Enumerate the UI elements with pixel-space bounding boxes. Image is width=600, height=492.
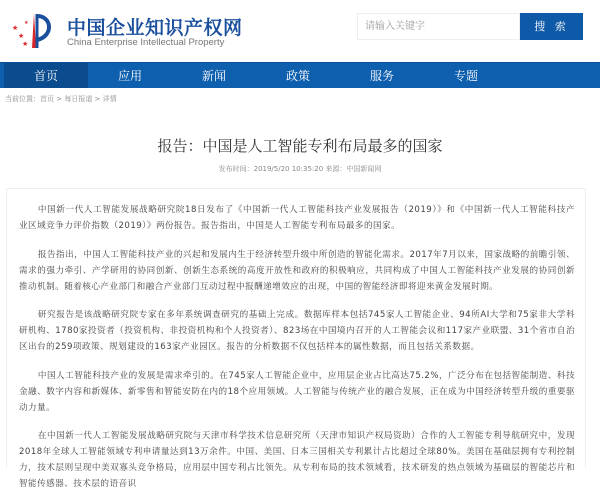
- search-input[interactable]: 请输入关键字: [357, 13, 520, 40]
- nav-item-topics[interactable]: 专题: [453, 69, 478, 83]
- article-body: [6, 188, 586, 489]
- logo-icon: [6, 10, 54, 50]
- paragraph: 中国新一代人工智能发展战略研究院18日发布了《中国新一代人工智能科技产业发展报告（2019）》和《中国新一代人工智能科技产业区域竞争力评价指数（2019）》两份报告。报告指出，中国是人工智能专利布局最多的国家。: [19, 205, 575, 231]
- article-title: 报告：中国是人工智能专利布局最多的国家: [157, 137, 443, 155]
- nav-item-home[interactable]: 首页: [4, 63, 88, 88]
- nav-item-application[interactable]: 应用: [117, 69, 142, 83]
- svg-text:★: ★: [12, 24, 19, 32]
- main-nav: [0, 62, 600, 88]
- site-name-en: China Enterprise Intellectual Property: [67, 37, 225, 48]
- nav-item-news[interactable]: 新闻: [201, 69, 226, 83]
- search-button[interactable]: 搜 索: [520, 13, 583, 40]
- paragraph: 报告指出，中国人工智能科技产业的兴起和发展内生于经济转型升级中所创造的智能化需求。2017年7月以来，国家战略的前瞻引领、需求的强力牵引、产学研用的协同创新、创新生态系统的高度开放性和政府的积极响应，共同构成了中国人工智能科技产业发展的协同创新推动机制。随着核心产业部门和融合产业部门互动过程中报酬递增效应的出现，中国的智能经济即将迎来黄金发展时期。: [19, 249, 575, 292]
- site-name[interactable]: 中国企业知识产权网: [67, 17, 243, 39]
- article-meta: 发布时间：2019/5/20 10:35:20 来源：中国新闻网: [218, 165, 382, 173]
- paragraph: 在中国新一代人工智能发展战略研究院与天津市科学技术信息研究所（天津市知识产权局资助）合作的人工智能专利导航研究中，发现2018年全球人工智能领域专利申请量达到13万余件。中国、美国、日本三国相关专利累计占比超过全球80%。美国在基础层拥有专利控制力，技术层则呈现中美双寡头竞争格局，应用层中国专利占比领先。从专利布局的技术领域看，技术研发的热点领域为基础层的智能芯片和智能传感器、技术层的语音识: [19, 431, 575, 489]
- svg-text:★: ★: [22, 40, 29, 48]
- nav-item-policy[interactable]: 政策: [285, 69, 310, 83]
- svg-text:★: ★: [24, 20, 29, 26]
- paragraph: 中国人工智能科技产业的发展是需求牵引的。在745家人工智能企业中，应用层企业占比高达75.2%，广泛分布在包括智能制造、科技金融、数字内容和新媒体、新零售和智能安防在内的18个应用领域。人工智能与传统产业的融合发展，正在成为中国经济转型升级的重要驱动力量。: [19, 370, 575, 413]
- paragraph: 研究报告是该战略研究院专家在多年系统调查研究的基础上完成。数据库样本包括745家人工智能企业、94所AI大学和75家非大学科研机构、1780家投资者（投资机构、非投资机构和个人投资者）、823场在中国境内召开的人工智能会议和117家产业联盟、31个省市自治区出台的259项政策、规划建设的163家产业园区。报告的分析数据不仅包括样本的属性数据，而且包括关系数据。: [19, 310, 575, 352]
- nav-item-service[interactable]: 服务: [369, 69, 394, 83]
- svg-text:★: ★: [18, 32, 25, 40]
- breadcrumb: 当前位置：首页 > 每日报道 > 详情: [5, 95, 117, 103]
